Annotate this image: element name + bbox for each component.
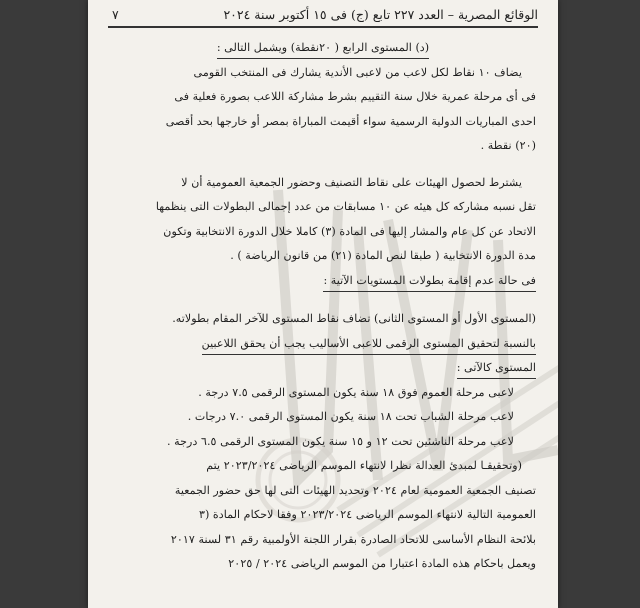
subheading: فى حالة عدم إقامة بطولات المستويات الآتية : [110, 269, 536, 294]
document-page [88, 0, 558, 608]
list-item: لاعب مرحلة الشباب تحت ١٨ سنة يكون المستوى الرقمى ٧.٠ درجات . [187, 410, 514, 423]
paragraph-line: (المستوى الأول أو المستوى الثانى) تضاف نقاط المستوى للآخر المقام بطولاته. [172, 312, 536, 325]
paragraph-line: يشترط لحصول الهيئات على نقاط التصنيف وحضور الجمعية العمومية أن لا [181, 175, 522, 189]
paragraph-line: الاتحاد عن كل عام والمشار إليها فى المادة (٣) كاملا خلال الدورة الانتخابية وتكون [163, 224, 536, 238]
section-heading: (د) المستوى الرابع ( ٢٠نقطة) ويشمل التالى : [110, 36, 536, 61]
paragraph-line: تصنيف الجمعية العمومية لعام ٢٠٢٤ وتحديد الهيئات التى لها حق حضور الجمعية [174, 483, 536, 497]
document-body [110, 36, 536, 577]
paragraph-line: يضاف ١٠ نقاط لكل لاعب من لاعبى الأندية يشارك فى المنتخب القومى [193, 65, 522, 79]
paragraph-line: (٢٠) نقطة . [480, 139, 536, 152]
paragraph-line: بلائحة النظام الأساسى للاتحاد الصادرة بقرار اللجنة الأولمبية رقم ٣١ لسنة ٢٠١٧ [170, 532, 536, 546]
paragraph-line: العمومية التالية لانتهاء الموسم الرياضى ٢٠٢٣/٢٠٢٤ وفقا لاحكام المادة (٣ [198, 508, 536, 521]
subheading: بالنسبة لتحقيق المستوى الرقمى للاعبى الأساليب يجب أن يحقق اللاعبين [110, 332, 536, 357]
paragraph-line: تقل نسبه مشاركه كل هيئه عن ١٠ مسابقات من عدد إجمالى البطولات التى ينظمها [155, 200, 536, 213]
subheading: المستوى كالآتى : [110, 356, 536, 381]
list-item: لاعب مرحلة الناشئين تحت ١٢ و ١٥ سنة يكون المستوى الرقمى ٦.٥ درجة . [167, 434, 514, 448]
paragraph-line: مدة الدورة الانتخابية ( طبقا لنص المادة (٢١) من قانون الرياضة ) . [230, 249, 536, 262]
page-header [108, 4, 538, 28]
page-number: ٧ [112, 7, 119, 22]
header-title: الوقائع المصرية – العدد ٢٢٧ تابع (ج) فى ١٥ أكتوبر سنة ٢٠٢٤ [223, 7, 538, 22]
list-item: لاعبى مرحلة العموم فوق ١٨ سنة يكون المستوى الرقمى ٧.٥ درجة . [198, 385, 514, 399]
paragraph-line: (وتحقيقـا لمبدئ العدالة نظرا لانتهاء الموسم الرياضى ٢٠٢٣/٢٠٢٤ يتم [206, 459, 522, 472]
paragraph-line: ويعمل باحكام هذه المادة اعتبارا من الموسم الرياضى ٢٠٢٤ / ٢٠٢٥ [228, 557, 536, 570]
paragraph-line: فى أى مرحلة عمرية خلال سنة التقييم بشرط مشاركة اللاعب بصورة فعلية فى [174, 90, 536, 103]
paragraph-line: احدى المباريات الدولية الرسمية سواء أقيمت المباراة بمصر أو خارجها بحد أقصى [165, 114, 536, 128]
